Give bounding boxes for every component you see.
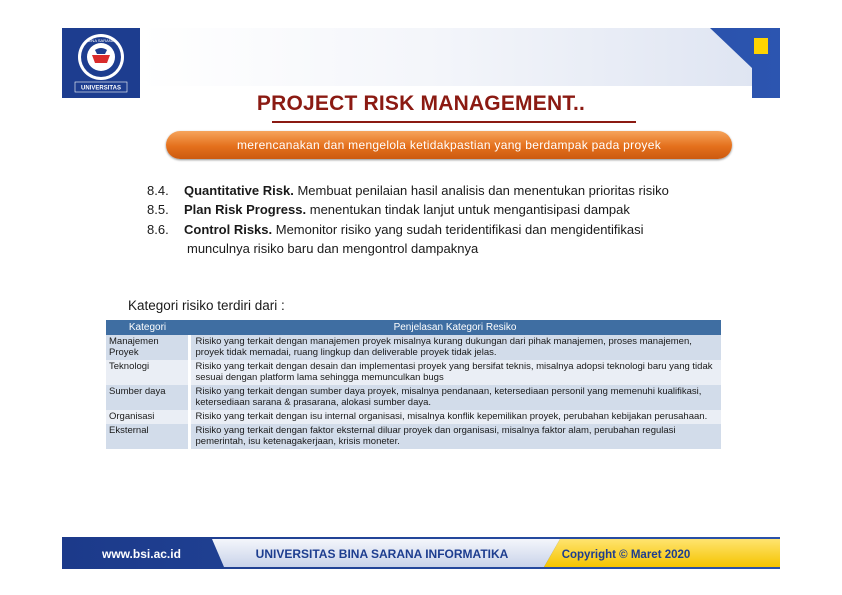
- footer-institution: UNIVERSITAS BINA SARANA INFORMATIKA: [255, 547, 509, 561]
- category-cell: Eksternal: [106, 424, 189, 449]
- table-row: [106, 360, 721, 385]
- item-number: 8.4.: [147, 183, 169, 198]
- svg-text:BINA SARANA: BINA SARANA: [87, 38, 115, 43]
- title-underline: [272, 121, 636, 123]
- subtitle-text: merencanakan dan mengelola ketidakpastian yang berdampak pada proyek: [237, 138, 661, 152]
- table-row: [106, 424, 721, 449]
- description-cell: Risiko yang terkait dengan faktor eksternal diluar proyek dan organisasi, misalnya faktor alam, perubahan regulasi pemerintah, isu ketenagakerjaan, krisis moneter.: [189, 424, 721, 449]
- kategori-intro: Kategori risiko terdiri dari :: [128, 298, 285, 313]
- table-header-row: [106, 320, 721, 335]
- item-number: 8.6.: [147, 222, 169, 237]
- list-item: [147, 220, 815, 258]
- item-text: Membuat penilaian hasil analisis dan menentukan prioritas risiko: [297, 183, 669, 198]
- header-penjelasan: Penjelasan Kategori Resiko: [189, 320, 721, 335]
- item-term: Quantitative Risk.: [184, 183, 294, 198]
- header-banner: [62, 28, 780, 98]
- risk-category-table: [106, 320, 721, 449]
- item-continuation: munculnya risiko baru dan mengontrol dampaknya: [187, 241, 479, 256]
- footer-copyright: Copyright © Maret 2020: [561, 549, 691, 561]
- item-text: Memonitor risiko yang sudah teridentifikasi dan mengidentifikasi: [275, 222, 644, 237]
- description-cell: Risiko yang terkait dengan isu internal organisasi, misalnya konflik kepemilikan proyek, perubahan kebijakan perusahaan.: [189, 410, 721, 424]
- table-row: [106, 410, 721, 424]
- table-row: [106, 335, 721, 360]
- item-text: menentukan tindak lanjut untuk mengantisipasi dampak: [309, 202, 630, 217]
- page-title: PROJECT RISK MANAGEMENT..: [256, 92, 586, 115]
- item-number: 8.5.: [147, 202, 169, 217]
- footer-website: www.bsi.ac.id: [102, 547, 181, 561]
- item-term: Control Risks.: [184, 222, 273, 237]
- svg-text:UNIVERSITAS: UNIVERSITAS: [81, 85, 121, 92]
- yellow-square-icon: [754, 38, 768, 54]
- category-cell: Manajemen Proyek: [106, 335, 189, 360]
- list-item: [147, 200, 815, 219]
- table-row: [106, 385, 721, 410]
- university-logo: [70, 30, 132, 94]
- list-item: [147, 181, 815, 200]
- category-cell: Teknologi: [106, 360, 189, 385]
- description-cell: Risiko yang terkait dengan sumber daya proyek, misalnya pendanaan, ketersediaan personil yang memenuhi kualifikasi, ketersediaan sarana & prasarana, alokasi sumber daya.: [189, 385, 721, 410]
- header-kategori: Kategori: [106, 320, 189, 335]
- description-cell: Risiko yang terkait dengan manajemen proyek misalnya kurang dukungan dari pihak manajemen, proses manajemen, proyek tidak memadai, ruang lingkup dan deliverable proyek tidak jelas.: [189, 335, 721, 360]
- item-term: Plan Risk Progress.: [184, 202, 307, 217]
- footer-banner: [62, 537, 780, 569]
- description-cell: Risiko yang terkait dengan desain dan implementasi proyek yang bersifat teknis, misalnya adopsi teknologi baru yang tidak sesuai dengan platform lama sehingga memunculkan bugs: [189, 360, 721, 385]
- category-cell: Sumber daya: [106, 385, 189, 410]
- category-cell: Organisasi: [106, 410, 189, 424]
